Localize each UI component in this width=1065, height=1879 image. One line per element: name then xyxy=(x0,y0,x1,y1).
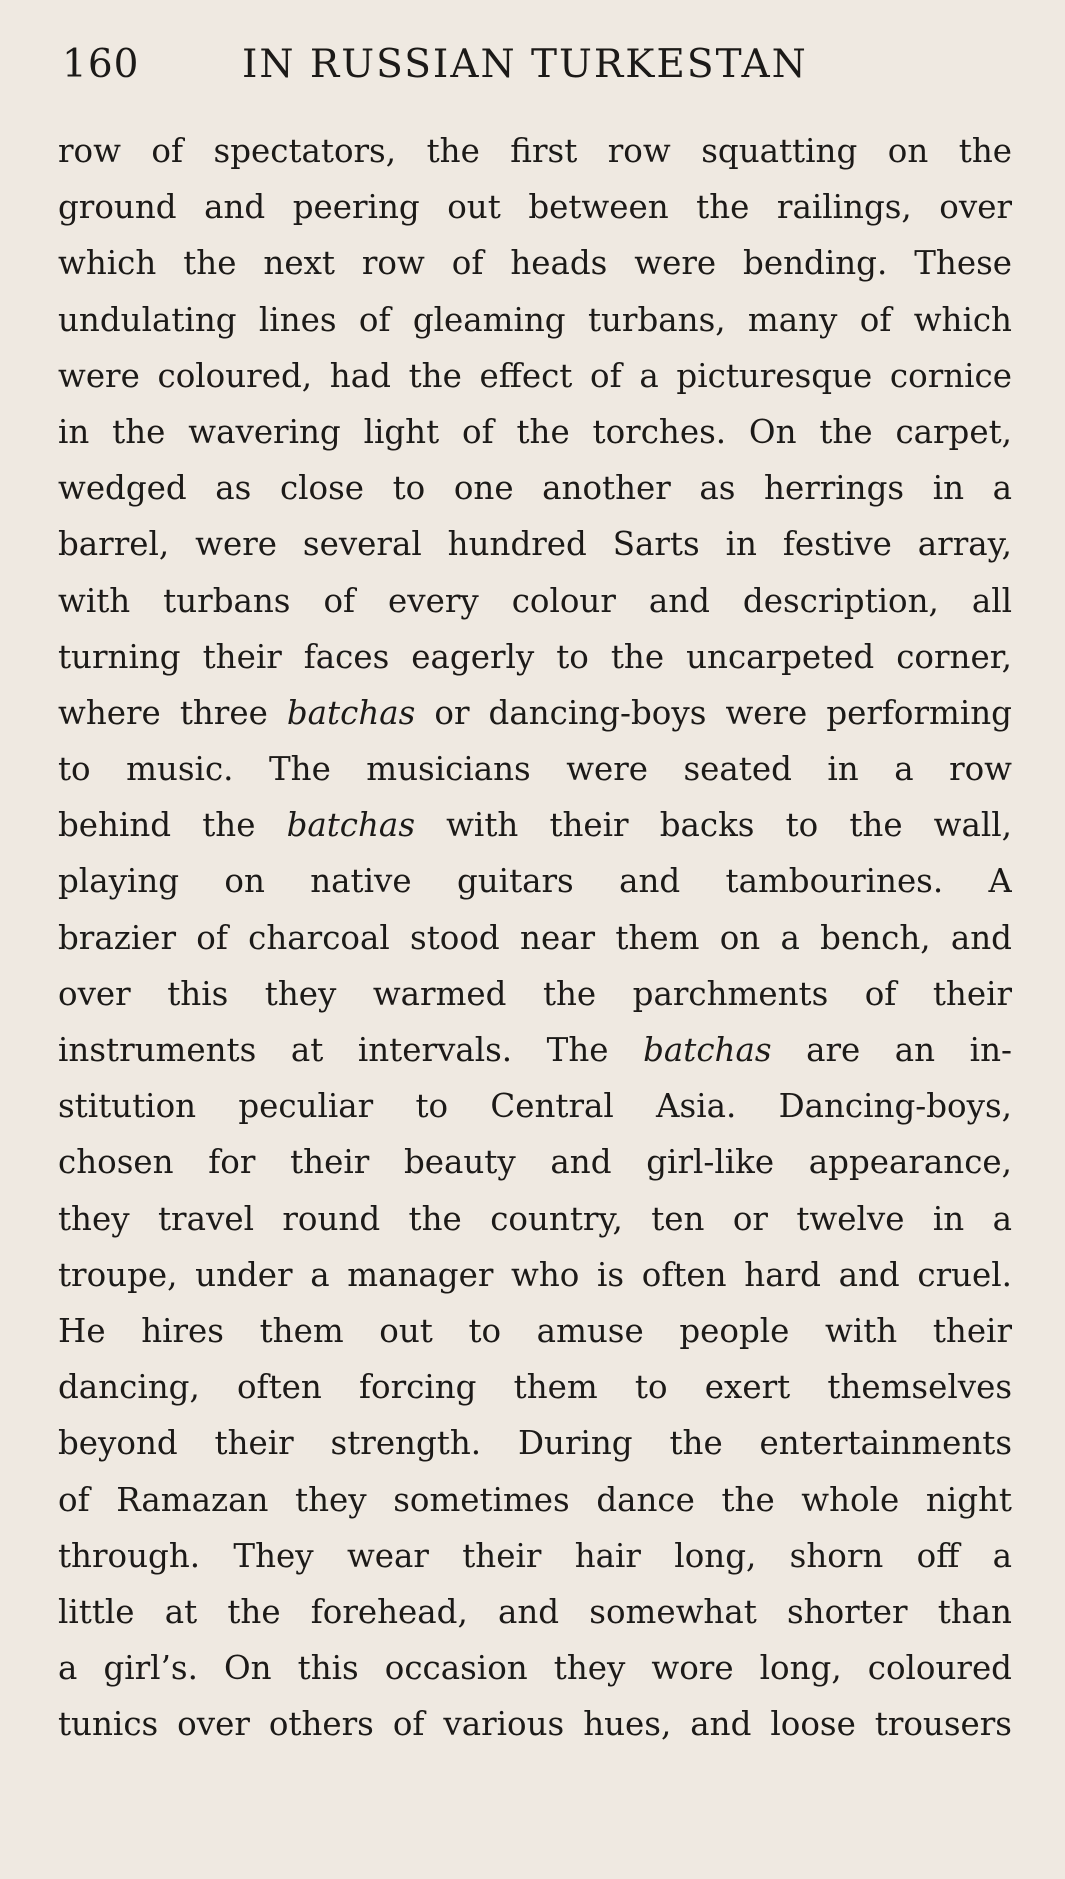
text-span: through. They wear their hair long, shorn off a xyxy=(58,1536,1012,1575)
text-line xyxy=(58,910,1012,966)
text-line xyxy=(58,179,1012,235)
text-line xyxy=(58,1640,1012,1696)
text-span: they travel round the country, ten or twelve in a xyxy=(58,1199,1012,1238)
text-line xyxy=(58,741,1012,797)
italic-term: batchas xyxy=(286,806,415,845)
text-line xyxy=(58,348,1012,404)
text-span: instruments at intervals. The xyxy=(58,1031,644,1069)
text-span: little at the forehead, and somewhat shorter than xyxy=(58,1592,1012,1631)
text-line xyxy=(58,853,1012,909)
text-span: chosen for their beauty and girl-like appearance, xyxy=(58,1143,1012,1182)
text-line xyxy=(58,1696,1012,1752)
italic-term: batchas xyxy=(643,1031,772,1069)
page-header xyxy=(62,42,1012,102)
text-line xyxy=(58,797,1012,853)
text-line xyxy=(58,235,1012,291)
italic-term: batchas xyxy=(286,693,416,732)
text-span: row of spectators, the first row squatting on the xyxy=(58,132,1012,170)
text-span: turning their faces eagerly to the uncarpeted corner, xyxy=(58,637,1012,676)
text-span: dancing, often forcing them to exert themselves xyxy=(58,1368,1012,1407)
text-span: beyond their strength. During the entertainments xyxy=(58,1424,1012,1463)
text-span: a girl’s. On this occasion they wore long, coloured xyxy=(58,1649,1012,1688)
text-span: undulating lines of gleaming turbans, many of which xyxy=(58,300,1012,339)
text-line xyxy=(58,123,1012,179)
text-span: brazier of charcoal stood near them on a bench, and xyxy=(58,918,1012,957)
text-line xyxy=(58,1022,1012,1078)
text-line xyxy=(58,460,1012,516)
text-span: to music. The musicians were seated in a row xyxy=(58,750,1012,789)
text-line xyxy=(58,1303,1012,1359)
running-head: IN RUSSIAN TURKESTAN xyxy=(242,42,808,87)
text-line xyxy=(58,1359,1012,1415)
text-span: were coloured, had the effect of a picturesque cornice xyxy=(58,356,1012,395)
text-line xyxy=(58,1247,1012,1303)
text-span: with turbans of every colour and description, all xyxy=(58,581,1012,620)
text-span: ground and peering out between the railings, over xyxy=(58,188,1012,227)
text-span: stitution peculiar to Central Asia. Dancing-boys, xyxy=(58,1087,1012,1126)
text-line xyxy=(58,1584,1012,1640)
text-span: wedged as close to one another as herrings in a xyxy=(58,469,1012,508)
text-line xyxy=(58,1472,1012,1528)
text-span: behind the xyxy=(58,806,287,845)
text-span: of Ramazan they sometimes dance the whole night xyxy=(58,1480,1012,1519)
text-span: in the wavering light of the torches. On the carpet, xyxy=(58,412,1012,451)
text-span: over this they warmed the parchments of their xyxy=(58,974,1012,1013)
text-line xyxy=(58,516,1012,572)
text-span: which the next row of heads were bending. These xyxy=(58,244,1012,283)
text-span: where three xyxy=(58,693,287,732)
body-text xyxy=(58,123,1012,1752)
text-line xyxy=(58,1415,1012,1471)
text-span: tunics over others of various hues, and loose trousers xyxy=(58,1705,1012,1744)
text-line xyxy=(58,573,1012,629)
text-line xyxy=(58,1528,1012,1584)
text-span: barrel, were several hundred Sarts in festive array, xyxy=(58,525,1012,564)
text-line xyxy=(58,404,1012,460)
text-span: or dancing-boys were performing xyxy=(415,693,1012,732)
text-line xyxy=(58,1191,1012,1247)
page-number: 160 xyxy=(62,42,140,87)
text-line xyxy=(58,685,1012,741)
text-line xyxy=(58,1134,1012,1190)
text-span: are an in- xyxy=(771,1031,1012,1069)
text-line xyxy=(58,292,1012,348)
text-span: with their backs to the wall, xyxy=(415,806,1012,845)
text-line xyxy=(58,629,1012,685)
text-span: He hires them out to amuse people with their xyxy=(58,1311,1012,1350)
text-span: playing on native guitars and tambourines. A xyxy=(58,862,1012,901)
text-span: troupe, under a manager who is often hard and cruel. xyxy=(58,1255,1012,1294)
text-line xyxy=(58,1078,1012,1134)
text-line xyxy=(58,966,1012,1022)
